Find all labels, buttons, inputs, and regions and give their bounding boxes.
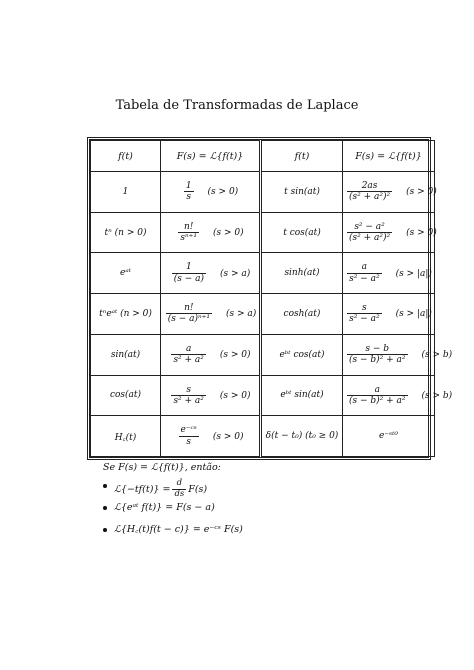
fraction [347, 303, 381, 325]
denominator: (s − a)ⁿ⁺¹ [167, 314, 210, 325]
table-row [91, 294, 435, 335]
f-right: eᵇᵗ sin(at) [261, 375, 343, 416]
table-row [91, 212, 435, 253]
f-left: H꜀(t) [91, 416, 161, 457]
fraction [172, 479, 186, 500]
f-right: t sin(at) [261, 172, 343, 213]
fraction [172, 262, 206, 284]
f-left: eᵃᵗ [91, 253, 161, 294]
numerator: s [171, 385, 205, 396]
denominator: s² + a² [173, 395, 204, 406]
denominator: s² + a² [173, 355, 204, 366]
denominator: s² − a² [349, 273, 380, 284]
properties-intro: Se F(s) = ℒ{f(t)}, então: [103, 462, 221, 473]
condition: (s > 0) [212, 431, 244, 442]
denominator: s [186, 436, 191, 447]
f-left: sin(at) [91, 334, 161, 375]
denominator: sⁿ⁺¹ [180, 233, 197, 244]
f-left: 1 [91, 172, 161, 213]
fraction [178, 222, 199, 244]
condition: (s > b) [421, 350, 453, 361]
f-right: sinh(at) [261, 253, 343, 294]
F-right [343, 294, 435, 335]
list-item [103, 523, 243, 537]
f-left: cos(at) [91, 375, 161, 416]
properties-section [103, 462, 243, 545]
numerator: a [171, 344, 205, 355]
numerator: a [347, 385, 408, 396]
bullet3-text: ℒ{H꜀(t)f(t − c)} = e⁻ᶜˢ F(s) [114, 524, 243, 535]
F-left [161, 212, 261, 253]
condition: (s > 0) [406, 187, 437, 198]
F-right [343, 375, 453, 416]
numerator: s² − a² [347, 222, 392, 233]
denominator: (s² + a²)² [349, 233, 391, 244]
header-f-t-left: f(t) [91, 141, 161, 172]
numerator: a [347, 262, 381, 273]
condition: (s > |a|) [395, 309, 432, 320]
fraction [347, 222, 392, 244]
page-title: Tabela de Transformadas de Laplace [115, 98, 359, 113]
bullet2-text: ℒ{eᵃᵗ f(t)} = F(s − a) [114, 502, 215, 513]
table-row [91, 172, 435, 213]
properties-list [103, 479, 243, 537]
laplace-table-frame [87, 137, 453, 460]
numerator: n! [166, 303, 212, 314]
table-row [91, 375, 435, 416]
f-left: tⁿ (n > 0) [91, 212, 161, 253]
bullet1-left: ℒ{−tf(t)} = [114, 483, 171, 495]
fraction [171, 385, 205, 407]
fraction [184, 181, 194, 203]
fraction [179, 425, 199, 447]
numerator: s [347, 303, 381, 314]
condition: (s > 0) [212, 228, 244, 239]
numerator: n! [178, 222, 199, 233]
F-right [343, 172, 435, 213]
f-left: tⁿeᵃᵗ (n > 0) [91, 294, 161, 335]
f-right: δ(t − t₀) (t₀ ≥ 0) [261, 416, 343, 457]
denominator: (s − a) [173, 273, 204, 284]
F-right [343, 253, 435, 294]
fraction [347, 262, 381, 284]
F-left [161, 253, 261, 294]
header-F-s-right: F(s) = ℒ{f(t)} [343, 141, 435, 172]
denominator: s² − a² [349, 314, 380, 325]
header-f-t-right: f(t) [261, 141, 343, 172]
condition: (s > b) [421, 390, 453, 401]
numerator: e⁻ᶜˢ [180, 425, 197, 436]
condition: (s > a) [220, 268, 251, 279]
denominator: (s − b)² + a² [349, 395, 406, 406]
table-row [91, 253, 435, 294]
condition: (s > a) [226, 309, 257, 320]
numerator: 1 [185, 181, 192, 191]
F-left [161, 375, 261, 416]
header-F-s-left: F(s) = ℒ{f(t)} [161, 141, 261, 172]
table-row [91, 416, 435, 457]
numerator: 1 [172, 262, 206, 273]
table-row [91, 334, 435, 375]
list-item [103, 501, 243, 515]
F-right [343, 334, 453, 375]
f-right: eᵇᵗ cos(at) [261, 334, 343, 375]
F-right: e⁻ˢᵗ⁰ [343, 416, 435, 457]
condition: (s > 0) [406, 228, 437, 239]
fraction [171, 344, 205, 366]
F-left [161, 416, 261, 457]
denominator: (s² + a²)² [349, 192, 391, 203]
laplace-table [90, 140, 453, 457]
denominator: s [186, 192, 191, 203]
F-left [161, 294, 261, 335]
condition: (s > 0) [219, 390, 251, 401]
f-right: cosh(at) [261, 294, 343, 335]
condition: (s > |a|) [395, 268, 432, 279]
table-header-row [91, 141, 435, 172]
condition: (s > 0) [207, 187, 239, 198]
f-right: t cos(at) [261, 212, 343, 253]
F-right [343, 212, 435, 253]
condition: (s > 0) [219, 350, 251, 361]
numerator: s − b [347, 344, 408, 355]
numerator: d [172, 479, 186, 490]
F-left [161, 172, 261, 213]
F-left [161, 334, 261, 375]
denominator: ds [174, 488, 185, 499]
bullet1-right: F(s) [188, 483, 208, 495]
fraction [347, 344, 408, 366]
numerator: 2as [347, 181, 392, 192]
fraction [166, 303, 212, 325]
list-item [103, 478, 243, 499]
fraction [347, 181, 392, 203]
fraction [347, 385, 408, 407]
denominator: (s − b)² + a² [349, 355, 406, 366]
